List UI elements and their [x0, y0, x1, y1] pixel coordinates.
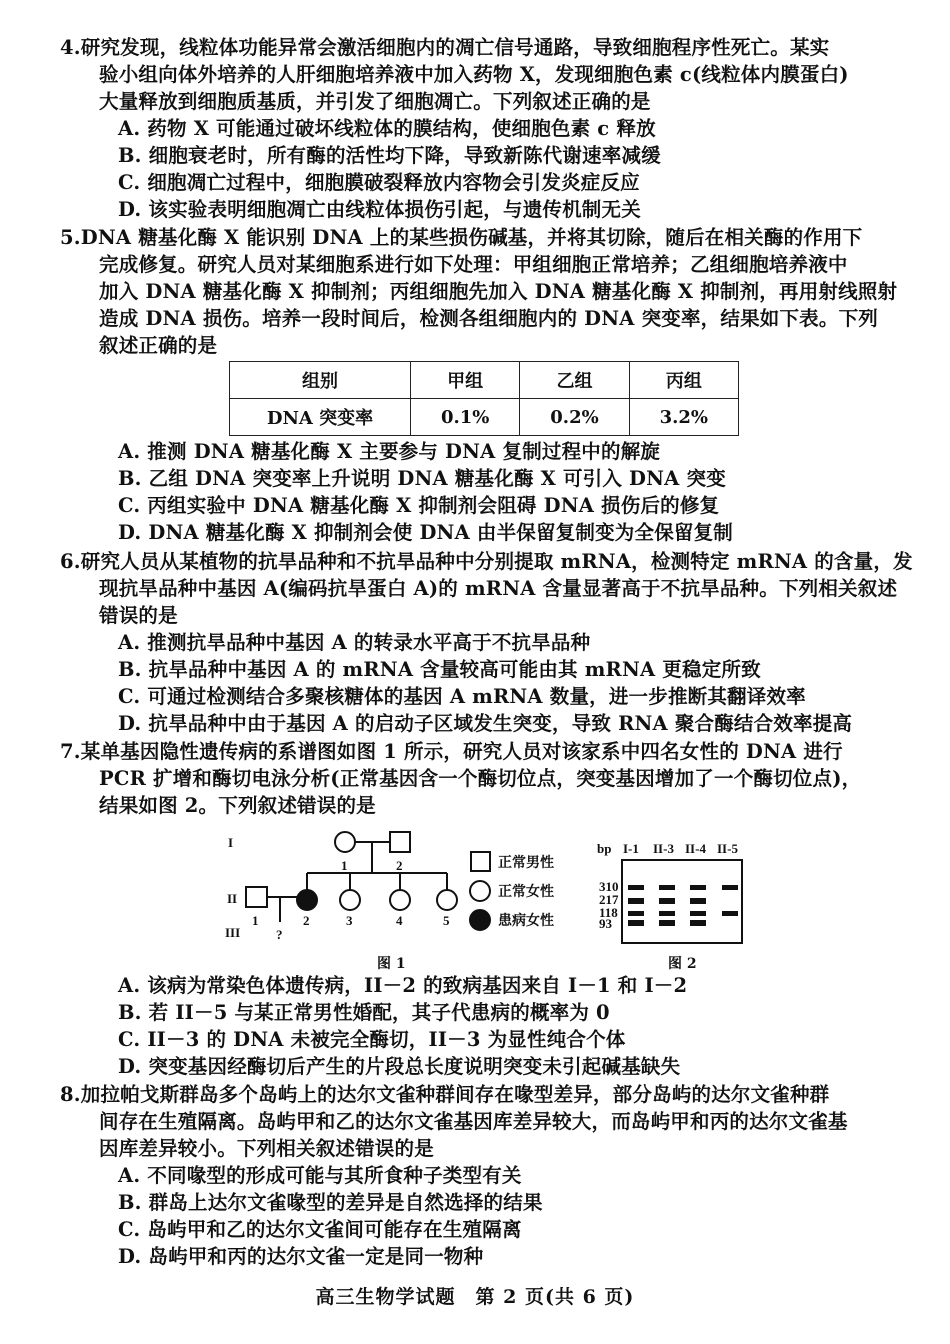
option-b: B. 抗旱品种中基因 A 的 mRNA 含量较高可能由其 mRNA 更稳定所致 — [118, 658, 761, 681]
table-header-cell: 甲组 — [411, 362, 520, 399]
male-normal-icon — [246, 887, 267, 907]
table-header-cell: 丙组 — [629, 362, 738, 399]
individual-label: 2 — [303, 913, 310, 928]
table-cell: 0.2% — [520, 399, 629, 436]
table-cell: 3.2% — [629, 399, 738, 436]
table-header-cell: 乙组 — [520, 362, 629, 399]
page-footer: 高三生物学试题 第 2 页(共 6 页) — [315, 1286, 635, 1308]
female-normal-icon — [340, 890, 360, 910]
option-a: A. 药物 X 可能通过破坏线粒体的膜结构，使细胞色素 c 释放 — [118, 117, 656, 140]
lane-label: II-5 — [717, 841, 738, 856]
option-b: B. 若 II－5 与某正常男性婚配，其子代患病的概率为 0 — [118, 1001, 610, 1024]
lane-label: I-1 — [623, 841, 639, 856]
figure-caption: 图 2 — [668, 956, 697, 972]
question-stem-line: 结果如图 2。下列叙述错误的是 — [99, 794, 376, 817]
option-b: B. 乙组 DNA 突变率上升说明 DNA 糖基化酶 X 可引入 DNA 突变 — [118, 467, 726, 490]
female-normal-icon — [390, 890, 410, 910]
option-d: D. DNA 糖基化酶 X 抑制剂会使 DNA 由半保留复制变为全保留复制 — [118, 521, 733, 544]
option-b: B. 群岛上达尔文雀喙型的差异是自然选择的结果 — [118, 1191, 543, 1214]
question-number: 6. — [60, 550, 81, 573]
option-b: B. 细胞衰老时，所有酶的活性均下降，导致新陈代谢速率减缓 — [118, 144, 661, 167]
option-d: D. 突变基因经酶切后产生的片段总长度说明突变未引起碱基缺失 — [118, 1055, 681, 1078]
option-c: C. II－3 的 DNA 未被完全酶切，II－3 为显性纯合个体 — [118, 1028, 626, 1051]
generation-label: II — [227, 891, 238, 906]
female-affected-icon — [297, 890, 317, 910]
question-stem-line: 错误的是 — [99, 604, 178, 627]
option-a: A. 推测 DNA 糖基化酶 X 主要参与 DNA 复制过程中的解旋 — [118, 440, 661, 463]
generation-label: III — [225, 925, 241, 940]
male-normal-icon — [390, 832, 410, 852]
option-d: D. 抗旱品种中由于基因 A 的启动子区域发生突变，导致 RNA 聚合酶结合效率提高 — [118, 712, 853, 735]
legend-male-normal-icon — [471, 852, 490, 871]
question-stem-line: 研究发现，线粒体功能异常会激活细胞内的凋亡信号通路，导致细胞程序性死亡。某实 — [80, 36, 830, 59]
option-a: A. 推测抗旱品种中基因 A 的转录水平高于不抗旱品种 — [118, 631, 591, 654]
individual-label: 2 — [396, 858, 403, 873]
table-row — [230, 399, 739, 436]
question-stem-line: 大量释放到细胞质基质，并引发了细胞凋亡。下列叙述正确的是 — [99, 90, 651, 113]
question-stem-line: 因库差异较小。下列相关叙述错误的是 — [99, 1137, 434, 1160]
question-stem-line: 加入 DNA 糖基化酶 X 抑制剂；丙组细胞先加入 DNA 糖基化酶 X 抑制剂，再用射线照射 — [99, 280, 898, 303]
table-cell: 0.1% — [411, 399, 520, 436]
question-stem-line: 完成修复。研究人员对某细胞系进行如下处理：甲组细胞正常培养；乙组细胞培养液中 — [99, 253, 848, 276]
generation-label: I — [228, 835, 234, 850]
female-normal-icon — [437, 890, 457, 910]
question-number: 4. — [60, 36, 81, 59]
question-stem-line: 造成 DNA 损伤。培养一段时间后，检测各组细胞内的 DNA 突变率，结果如下表。下列 — [99, 307, 878, 330]
gel-electrophoresis — [580, 825, 780, 975]
question-stem-line: 加拉帕戈斯群岛多个岛屿上的达尔文雀种群间存在喙型差异，部分岛屿的达尔文雀种群 — [80, 1083, 830, 1106]
table-header-row — [230, 362, 739, 399]
legend-female-affected-icon — [470, 910, 490, 930]
question-stem-line: 间存在生殖隔离。岛屿甲和乙的达尔文雀基因库差异较大，而岛屿甲和丙的达尔文雀基 — [99, 1110, 848, 1133]
table-header-cell: 组别 — [230, 362, 411, 399]
mutation-rate-table — [229, 361, 739, 436]
pedigree-chart — [220, 825, 580, 975]
question-number: 5. — [60, 226, 81, 249]
individual-label: 3 — [346, 913, 353, 928]
question-number: 7. — [60, 740, 81, 763]
option-c: C. 岛屿甲和乙的达尔文雀间可能存在生殖隔离 — [118, 1218, 522, 1241]
size-label: 118 — [599, 905, 618, 920]
question-stem-line: 验小组向体外培养的人肝细胞培养液中加入药物 X，发现细胞色素 c(线粒体内膜蛋白) — [99, 63, 849, 86]
pedigree-figure — [220, 825, 580, 975]
option-d: D. 该实验表明细胞凋亡由线粒体损伤引起，与遗传机制无关 — [118, 198, 641, 221]
size-label: 93 — [599, 916, 612, 931]
offspring-unknown-label: ? — [276, 927, 283, 942]
question-stem-line: 某单基因隐性遗传病的系谱图如图 1 所示，研究人员对该家系中四名女性的 DNA 进行 — [80, 740, 843, 763]
option-c: C. 丙组实验中 DNA 糖基化酶 X 抑制剂会阻碍 DNA 损伤后的修复 — [118, 494, 720, 517]
question-stem-line: 现抗旱品种中基因 A(编码抗旱蛋白 A)的 mRNA 含量显著高于不抗旱品种。下列相关叙述 — [99, 577, 898, 600]
individual-label: 1 — [341, 858, 348, 873]
question-stem-line: 研究人员从某植物的抗旱品种和不抗旱品种中分别提取 mRNA，检测特定 mRNA 的含量，发 — [80, 550, 913, 573]
individual-label: 4 — [396, 913, 403, 928]
gel-bands — [628, 885, 738, 926]
unit-label: bp — [597, 841, 612, 856]
question-stem-line: DNA 糖基化酶 X 能识别 DNA 上的某些损伤碱基，并将其切除，随后在相关酶的作用下 — [80, 226, 863, 249]
question-stem-line: 叙述正确的是 — [99, 334, 218, 357]
female-normal-icon — [335, 832, 355, 852]
table-cell: DNA 突变率 — [230, 399, 411, 436]
option-c: C. 可通过检测结合多聚核糖体的基因 A mRNA 数量，进一步推断其翻译效率 — [118, 685, 806, 708]
question-number: 8. — [60, 1083, 81, 1106]
individual-label: 5 — [443, 913, 450, 928]
size-label: 310 — [599, 879, 619, 894]
option-a: A. 不同喙型的形成可能与其所食种子类型有关 — [118, 1164, 522, 1187]
size-label: 217 — [599, 892, 619, 907]
individual-label: 1 — [252, 913, 259, 928]
option-a: A. 该病为常染色体遗传病，II－2 的致病基因来自 I－1 和 I－2 — [118, 974, 688, 997]
question-stem-line: PCR 扩增和酶切电泳分析(正常基因含一个酶切位点，突变基因增加了一个酶切位点)， — [99, 767, 862, 790]
legend-label: 患病女性 — [498, 913, 554, 929]
legend-label: 正常男性 — [498, 855, 554, 871]
option-d: D. 岛屿甲和丙的达尔文雀一定是同一物种 — [118, 1245, 484, 1268]
lane-label: II-3 — [653, 841, 674, 856]
legend-label: 正常女性 — [498, 884, 554, 900]
figure-caption: 图 1 — [377, 956, 406, 972]
legend-female-normal-icon — [470, 881, 490, 901]
gel-figure — [580, 825, 780, 975]
option-c: C. 细胞凋亡过程中，细胞膜破裂释放内容物会引发炎症反应 — [118, 171, 640, 194]
lane-label: II-4 — [685, 841, 706, 856]
